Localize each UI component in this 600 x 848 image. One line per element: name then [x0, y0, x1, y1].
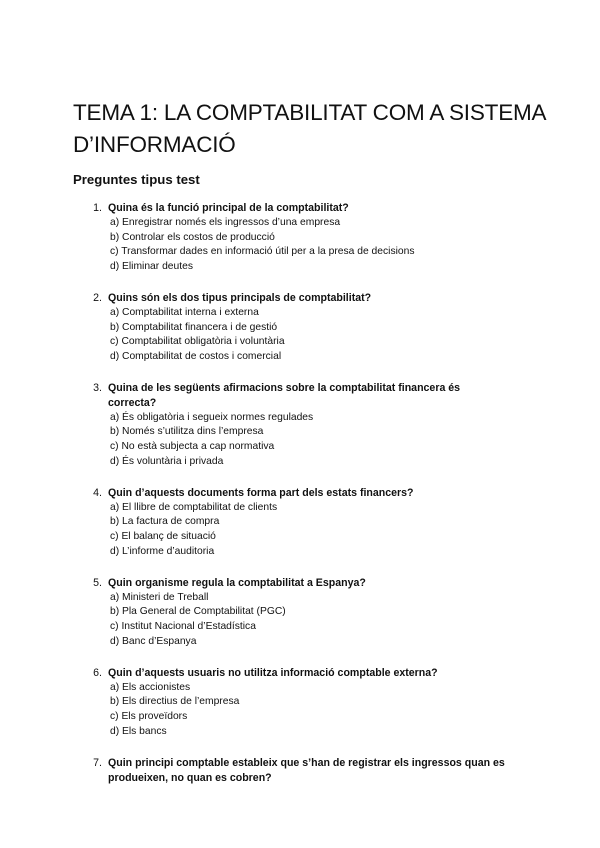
answer-option: d) Banc d’Espanya [110, 635, 197, 647]
question-number: 5. [93, 576, 102, 589]
answer-option: b) La factura de compra [110, 516, 220, 528]
question-text: Quin d’aquests documents forma part dels estats financers? [108, 486, 414, 499]
answer-options [110, 306, 600, 365]
question-text: Quin d’aquests usuaris no utilitza informació comptable externa? [108, 666, 438, 679]
question-text: Quina és la funció principal de la comptabilitat? [108, 202, 349, 214]
answer-option: c) Transformar dades en informació útil per a la presa de decisions [110, 246, 415, 258]
question-item [0, 381, 600, 470]
answer-option: b) Els directius de l’empresa [110, 696, 240, 708]
answer-option: d) Comptabilitat de costos i comercial [110, 351, 282, 363]
question-item [0, 756, 600, 786]
question-list [0, 201, 600, 801]
answer-option: a) Enregistrar només els ingressos d’una empresa [110, 216, 341, 228]
question-number: 2. [93, 291, 102, 304]
answer-option: a) Els accionistes [110, 681, 191, 693]
answer-option: d) Eliminar deutes [110, 261, 193, 273]
question-text: Quins són els dos tipus principals de comptabilitat? [108, 291, 372, 304]
question-item [0, 576, 600, 650]
question-number: 6. [93, 666, 102, 679]
page-title: TEMA 1: LA COMPTABILITAT COM A SISTEMA D’INFORMACIÓ [73, 100, 546, 157]
answer-option: a) És obligatòria i segueix normes regulades [110, 411, 314, 423]
question-number: 4. [93, 486, 102, 499]
answer-options [110, 591, 600, 650]
answer-option: a) Comptabilitat interna i externa [110, 306, 259, 318]
answer-option: d) L’informe d’auditoria [110, 545, 215, 557]
question-item [0, 201, 600, 275]
question-text: Quin principi comptable estableix que s’han de registrar els ingressos quan es produeixen, no quan es cobren? [108, 756, 505, 784]
answer-option: d) És voluntària i privada [110, 455, 224, 467]
question-number: 1. [93, 202, 102, 214]
question-text: Quin organisme regula la comptabilitat a Espanya? [108, 576, 366, 589]
answer-option: c) El balanç de situació [110, 531, 216, 543]
answer-options [110, 681, 600, 740]
section-subtitle: Preguntes tipus test [73, 172, 200, 187]
question-item [0, 486, 600, 560]
question-text: Quina de les següents afirmacions sobre la comptabilitat financera és correcta? [108, 381, 461, 409]
answer-option: c) No està subjecta a cap normativa [110, 441, 275, 453]
answer-options [110, 411, 600, 470]
answer-option: c) Els proveïdors [110, 711, 188, 723]
answer-option: b) Comptabilitat financera i de gestió [110, 321, 278, 333]
answer-options [110, 501, 600, 560]
question-item [0, 666, 600, 740]
answer-option: a) El llibre de comptabilitat de clients [110, 501, 278, 513]
question-item [0, 291, 600, 365]
question-number: 3. [93, 381, 102, 394]
answer-option: a) Ministeri de Treball [110, 591, 209, 603]
question-number: 7. [93, 756, 102, 769]
answer-option: b) Només s’utilitza dins l’empresa [110, 426, 264, 438]
answer-option: d) Els bancs [110, 725, 167, 737]
answer-option: c) Comptabilitat obligatòria i voluntària [110, 336, 285, 348]
answer-option: c) Institut Nacional d’Estadística [110, 621, 256, 633]
answer-option: b) Pla General de Comptabilitat (PGC) [110, 606, 286, 618]
answer-options [110, 216, 600, 275]
answer-option: b) Controlar els costos de producció [110, 231, 275, 243]
